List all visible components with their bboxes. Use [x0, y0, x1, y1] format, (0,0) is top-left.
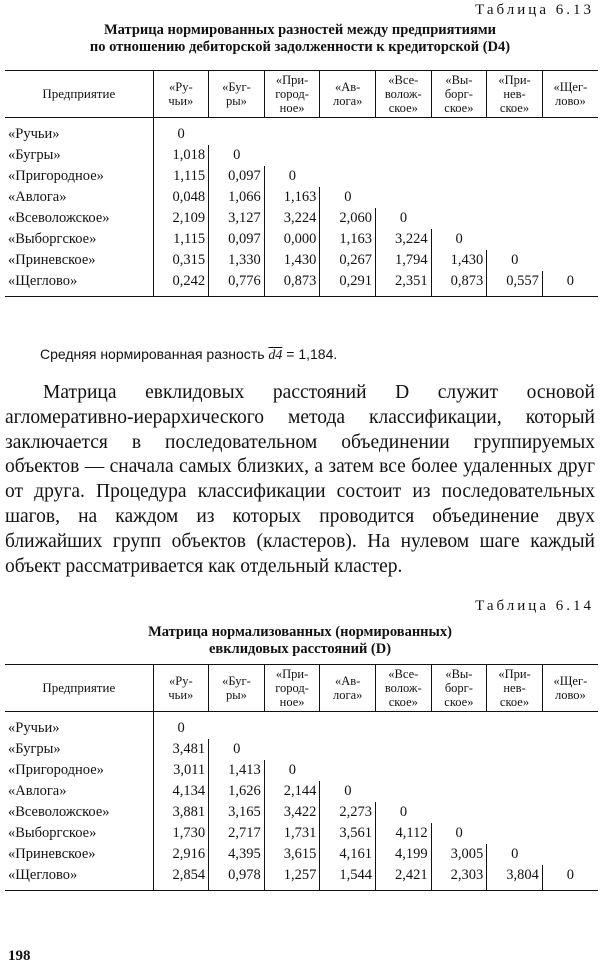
table-row	[5, 844, 598, 865]
table-row	[5, 250, 598, 271]
matrix-cell: 4,112	[375, 823, 431, 844]
table-label: Таблица 6.13	[475, 2, 594, 18]
empty-cell	[487, 166, 543, 187]
table-row	[5, 739, 598, 760]
empty-cell	[264, 118, 320, 146]
table-row	[5, 118, 598, 146]
matrix-cell: 0,097	[209, 229, 265, 250]
empty-cell	[375, 118, 431, 146]
table-row	[5, 145, 598, 166]
empty-cell	[431, 145, 487, 166]
row-name: «Выборгское»	[5, 229, 153, 250]
matrix-cell: 0	[399, 804, 408, 820]
matrix-cell: 0,978	[209, 865, 265, 891]
empty-cell	[320, 145, 376, 166]
empty-cell	[487, 739, 543, 760]
table-row	[5, 781, 598, 802]
matrix-cell: 2,060	[320, 208, 376, 229]
matrix-cell: 0	[233, 741, 241, 757]
empty-cell	[264, 739, 320, 760]
table-header-row	[5, 665, 598, 712]
matrix-cell: 0,776	[209, 271, 265, 297]
empty-cell	[431, 739, 487, 760]
column-header: «При- нев- ское»	[487, 71, 543, 118]
matrix-cell: 0	[233, 147, 241, 163]
matrix-cell: 4,395	[209, 844, 265, 865]
empty-cell	[431, 802, 487, 823]
column-header-company: Предприятие	[5, 665, 153, 712]
matrix-cell: 3,224	[264, 208, 320, 229]
matrix-cell: 1,163	[264, 187, 320, 208]
matrix-cell: 3,224	[375, 229, 431, 250]
row-name: «Ручьи»	[5, 712, 153, 740]
empty-cell	[209, 712, 265, 740]
row-name: «Бугры»	[5, 145, 153, 166]
row-name: «Щеглово»	[5, 271, 153, 297]
empty-cell	[375, 187, 431, 208]
matrix-cell: 2,144	[264, 781, 320, 802]
matrix-cell: 2,109	[153, 208, 209, 229]
matrix-cell: 0,315	[153, 250, 209, 271]
column-header-company: Предприятие	[5, 71, 153, 118]
column-header: «Вы- борг- ское»	[431, 71, 487, 118]
table-row	[5, 823, 598, 844]
empty-cell	[431, 760, 487, 781]
matrix-cell: 1,731	[264, 823, 320, 844]
average-symbol: d4	[268, 348, 283, 363]
empty-cell	[487, 802, 543, 823]
empty-cell	[487, 187, 543, 208]
empty-cell	[487, 781, 543, 802]
table-label: Таблица 6.14	[475, 598, 594, 614]
empty-cell	[320, 712, 376, 740]
body-paragraph: Матрица евклидовых расстояний D служит основой агломеративно-иерархического метода классификации, который заключается в последовательном объединении группируемых объектов — сначала самых близких, а затем все более удаленных друг от друга. Процедура классификации состоит из последовательных шагов, на каждом из которых проводится объединение двух ближайших групп объектов (кластеров). На нулевом шаге каждый объект рассматривается как отдельный кластер.	[5, 382, 595, 577]
matrix-cell: 1,413	[209, 760, 265, 781]
empty-cell	[542, 229, 598, 250]
table-row	[5, 760, 598, 781]
matrix-cell: 1,066	[209, 187, 265, 208]
matrix-cell: 1,115	[153, 229, 209, 250]
row-name: «Авлога»	[5, 187, 153, 208]
matrix-cell: 2,916	[153, 844, 209, 865]
empty-cell	[542, 118, 598, 146]
page-number: 198	[8, 948, 31, 964]
empty-cell	[487, 712, 543, 740]
matrix-cell: 0,267	[320, 250, 376, 271]
empty-cell	[264, 145, 320, 166]
empty-cell	[375, 166, 431, 187]
empty-cell	[542, 823, 598, 844]
table-row	[5, 271, 598, 297]
matrix-cell: 1,430	[431, 250, 487, 271]
matrix-cell: 1,115	[153, 166, 209, 187]
matrix-cell: 2,351	[375, 271, 431, 297]
matrix-cell: 3,881	[153, 802, 209, 823]
matrix-cell: 4,134	[153, 781, 209, 802]
matrix-cell: 0	[344, 783, 352, 799]
row-name: «Приневское»	[5, 250, 153, 271]
table-row	[5, 208, 598, 229]
empty-cell	[542, 739, 598, 760]
empty-cell	[431, 166, 487, 187]
empty-cell	[542, 802, 598, 823]
empty-cell	[542, 166, 598, 187]
empty-cell	[375, 781, 431, 802]
table-row	[5, 802, 598, 823]
matrix-cell: 3,804	[487, 865, 543, 891]
matrix-cell: 0	[344, 189, 352, 205]
matrix-cell: 0,873	[264, 271, 320, 297]
table-row	[5, 187, 598, 208]
distance-matrix-table	[5, 664, 598, 891]
matrix-cell: 0,097	[209, 166, 265, 187]
matrix-cell: 0	[455, 825, 463, 841]
column-header: «Щег- лово»	[542, 71, 598, 118]
empty-cell	[375, 739, 431, 760]
matrix-cell: 2,717	[209, 823, 265, 844]
column-header: «Ру- чьи»	[153, 665, 209, 712]
column-header: «Вы- борг- ское»	[431, 665, 487, 712]
matrix-cell: 1,430	[264, 250, 320, 271]
column-header: «Буг- ры»	[209, 665, 265, 712]
matrix-cell: 0,048	[153, 187, 209, 208]
column-header: «Щег- лово»	[542, 665, 598, 712]
matrix-cell: 3,561	[320, 823, 376, 844]
empty-cell	[542, 712, 598, 740]
empty-cell	[542, 781, 598, 802]
matrix-cell: 1,018	[153, 145, 209, 166]
matrix-cell: 3,127	[209, 208, 265, 229]
matrix-cell: 0	[288, 168, 296, 184]
matrix-cell: 0,242	[153, 271, 209, 297]
row-name: «Всеволожское»	[5, 802, 153, 823]
matrix-cell: 2,854	[153, 865, 209, 891]
empty-cell	[264, 712, 320, 740]
empty-cell	[431, 712, 487, 740]
table-title	[0, 624, 600, 658]
empty-cell	[320, 166, 376, 187]
row-name: «Пригородное»	[5, 166, 153, 187]
matrix-cell: 0,291	[320, 271, 376, 297]
empty-cell	[431, 118, 487, 146]
empty-cell	[431, 208, 487, 229]
empty-cell	[487, 145, 543, 166]
matrix-cell: 2,273	[320, 802, 376, 823]
empty-cell	[542, 187, 598, 208]
matrix-cell: 3,005	[431, 844, 487, 865]
table-title	[0, 22, 600, 56]
matrix-cell: 4,161	[320, 844, 376, 865]
matrix-cell: 0,000	[264, 229, 320, 250]
matrix-cell: 3,165	[209, 802, 265, 823]
row-name: «Всеволожское»	[5, 208, 153, 229]
empty-cell	[320, 760, 376, 781]
matrix-cell: 3,011	[153, 760, 209, 781]
column-header: «Все- волож- ское»	[375, 71, 431, 118]
table-title-line: Матрица нормализованных (нормированных)	[148, 624, 452, 640]
empty-cell	[487, 823, 543, 844]
distance-matrix-table	[5, 70, 598, 297]
column-header: «Ру- чьи»	[153, 71, 209, 118]
matrix-cell: 1,626	[209, 781, 265, 802]
table-title-line: по отношению дебиторской задолженности к кредиторской (D4)	[89, 39, 511, 55]
empty-cell	[487, 118, 543, 146]
average-label: Средняя нормированная разность	[40, 346, 269, 362]
matrix-cell: 0	[399, 210, 408, 226]
row-name: «Приневское»	[5, 844, 153, 865]
empty-cell	[487, 208, 543, 229]
column-header: «Все- волож- ское»	[375, 665, 431, 712]
matrix-cell: 0	[511, 846, 519, 862]
empty-cell	[375, 712, 431, 740]
table-row	[5, 865, 598, 891]
empty-cell	[209, 118, 265, 146]
table-header-row	[5, 71, 598, 118]
matrix-cell: 2,421	[375, 865, 431, 891]
matrix-cell: 0,873	[431, 271, 487, 297]
matrix-cell: 0	[177, 720, 185, 736]
column-header: «Ав- лога»	[320, 71, 376, 118]
average-difference	[40, 346, 337, 364]
matrix-cell: 1,544	[320, 865, 376, 891]
table-title-line: Матрица нормированных разностей между предприятиями	[103, 22, 497, 38]
empty-cell	[431, 781, 487, 802]
row-name: «Бугры»	[5, 739, 153, 760]
matrix-cell: 3,615	[264, 844, 320, 865]
row-name: «Выборгское»	[5, 823, 153, 844]
average-value: = 1,184.	[282, 346, 338, 362]
matrix-cell: 1,730	[153, 823, 209, 844]
matrix-cell: 0	[566, 867, 575, 883]
matrix-cell: 0	[566, 273, 575, 289]
matrix-cell: 1,163	[320, 229, 376, 250]
empty-cell	[542, 760, 598, 781]
matrix-cell: 1,257	[264, 865, 320, 891]
empty-cell	[542, 145, 598, 166]
row-name: «Ручьи»	[5, 118, 153, 146]
table-row	[5, 166, 598, 187]
matrix-cell: 0,557	[487, 271, 543, 297]
matrix-cell: 0	[177, 126, 185, 142]
column-header: «При- город- ное»	[264, 665, 320, 712]
matrix-cell: 3,422	[264, 802, 320, 823]
matrix-cell: 3,481	[153, 739, 209, 760]
empty-cell	[431, 187, 487, 208]
column-header: «Буг- ры»	[209, 71, 265, 118]
matrix-cell: 0	[455, 231, 463, 247]
empty-cell	[542, 208, 598, 229]
row-name: «Щеглово»	[5, 865, 153, 891]
column-header: «При- город- ное»	[264, 71, 320, 118]
matrix-cell: 1,330	[209, 250, 265, 271]
matrix-cell: 4,199	[375, 844, 431, 865]
row-name: «Пригородное»	[5, 760, 153, 781]
empty-cell	[542, 844, 598, 865]
table-title-line: евклидовых расстояний (D)	[208, 641, 392, 657]
empty-cell	[542, 250, 598, 271]
matrix-cell: 1,794	[375, 250, 431, 271]
column-header: «Ав- лога»	[320, 665, 376, 712]
row-name: «Авлога»	[5, 781, 153, 802]
empty-cell	[487, 760, 543, 781]
table-row	[5, 712, 598, 740]
empty-cell	[375, 760, 431, 781]
column-header: «При- нев- ское»	[487, 665, 543, 712]
matrix-cell: 0	[288, 762, 296, 778]
empty-cell	[320, 739, 376, 760]
matrix-cell: 2,303	[431, 865, 487, 891]
empty-cell	[320, 118, 376, 146]
matrix-cell: 0	[511, 252, 519, 268]
empty-cell	[375, 145, 431, 166]
empty-cell	[487, 229, 543, 250]
table-row	[5, 229, 598, 250]
